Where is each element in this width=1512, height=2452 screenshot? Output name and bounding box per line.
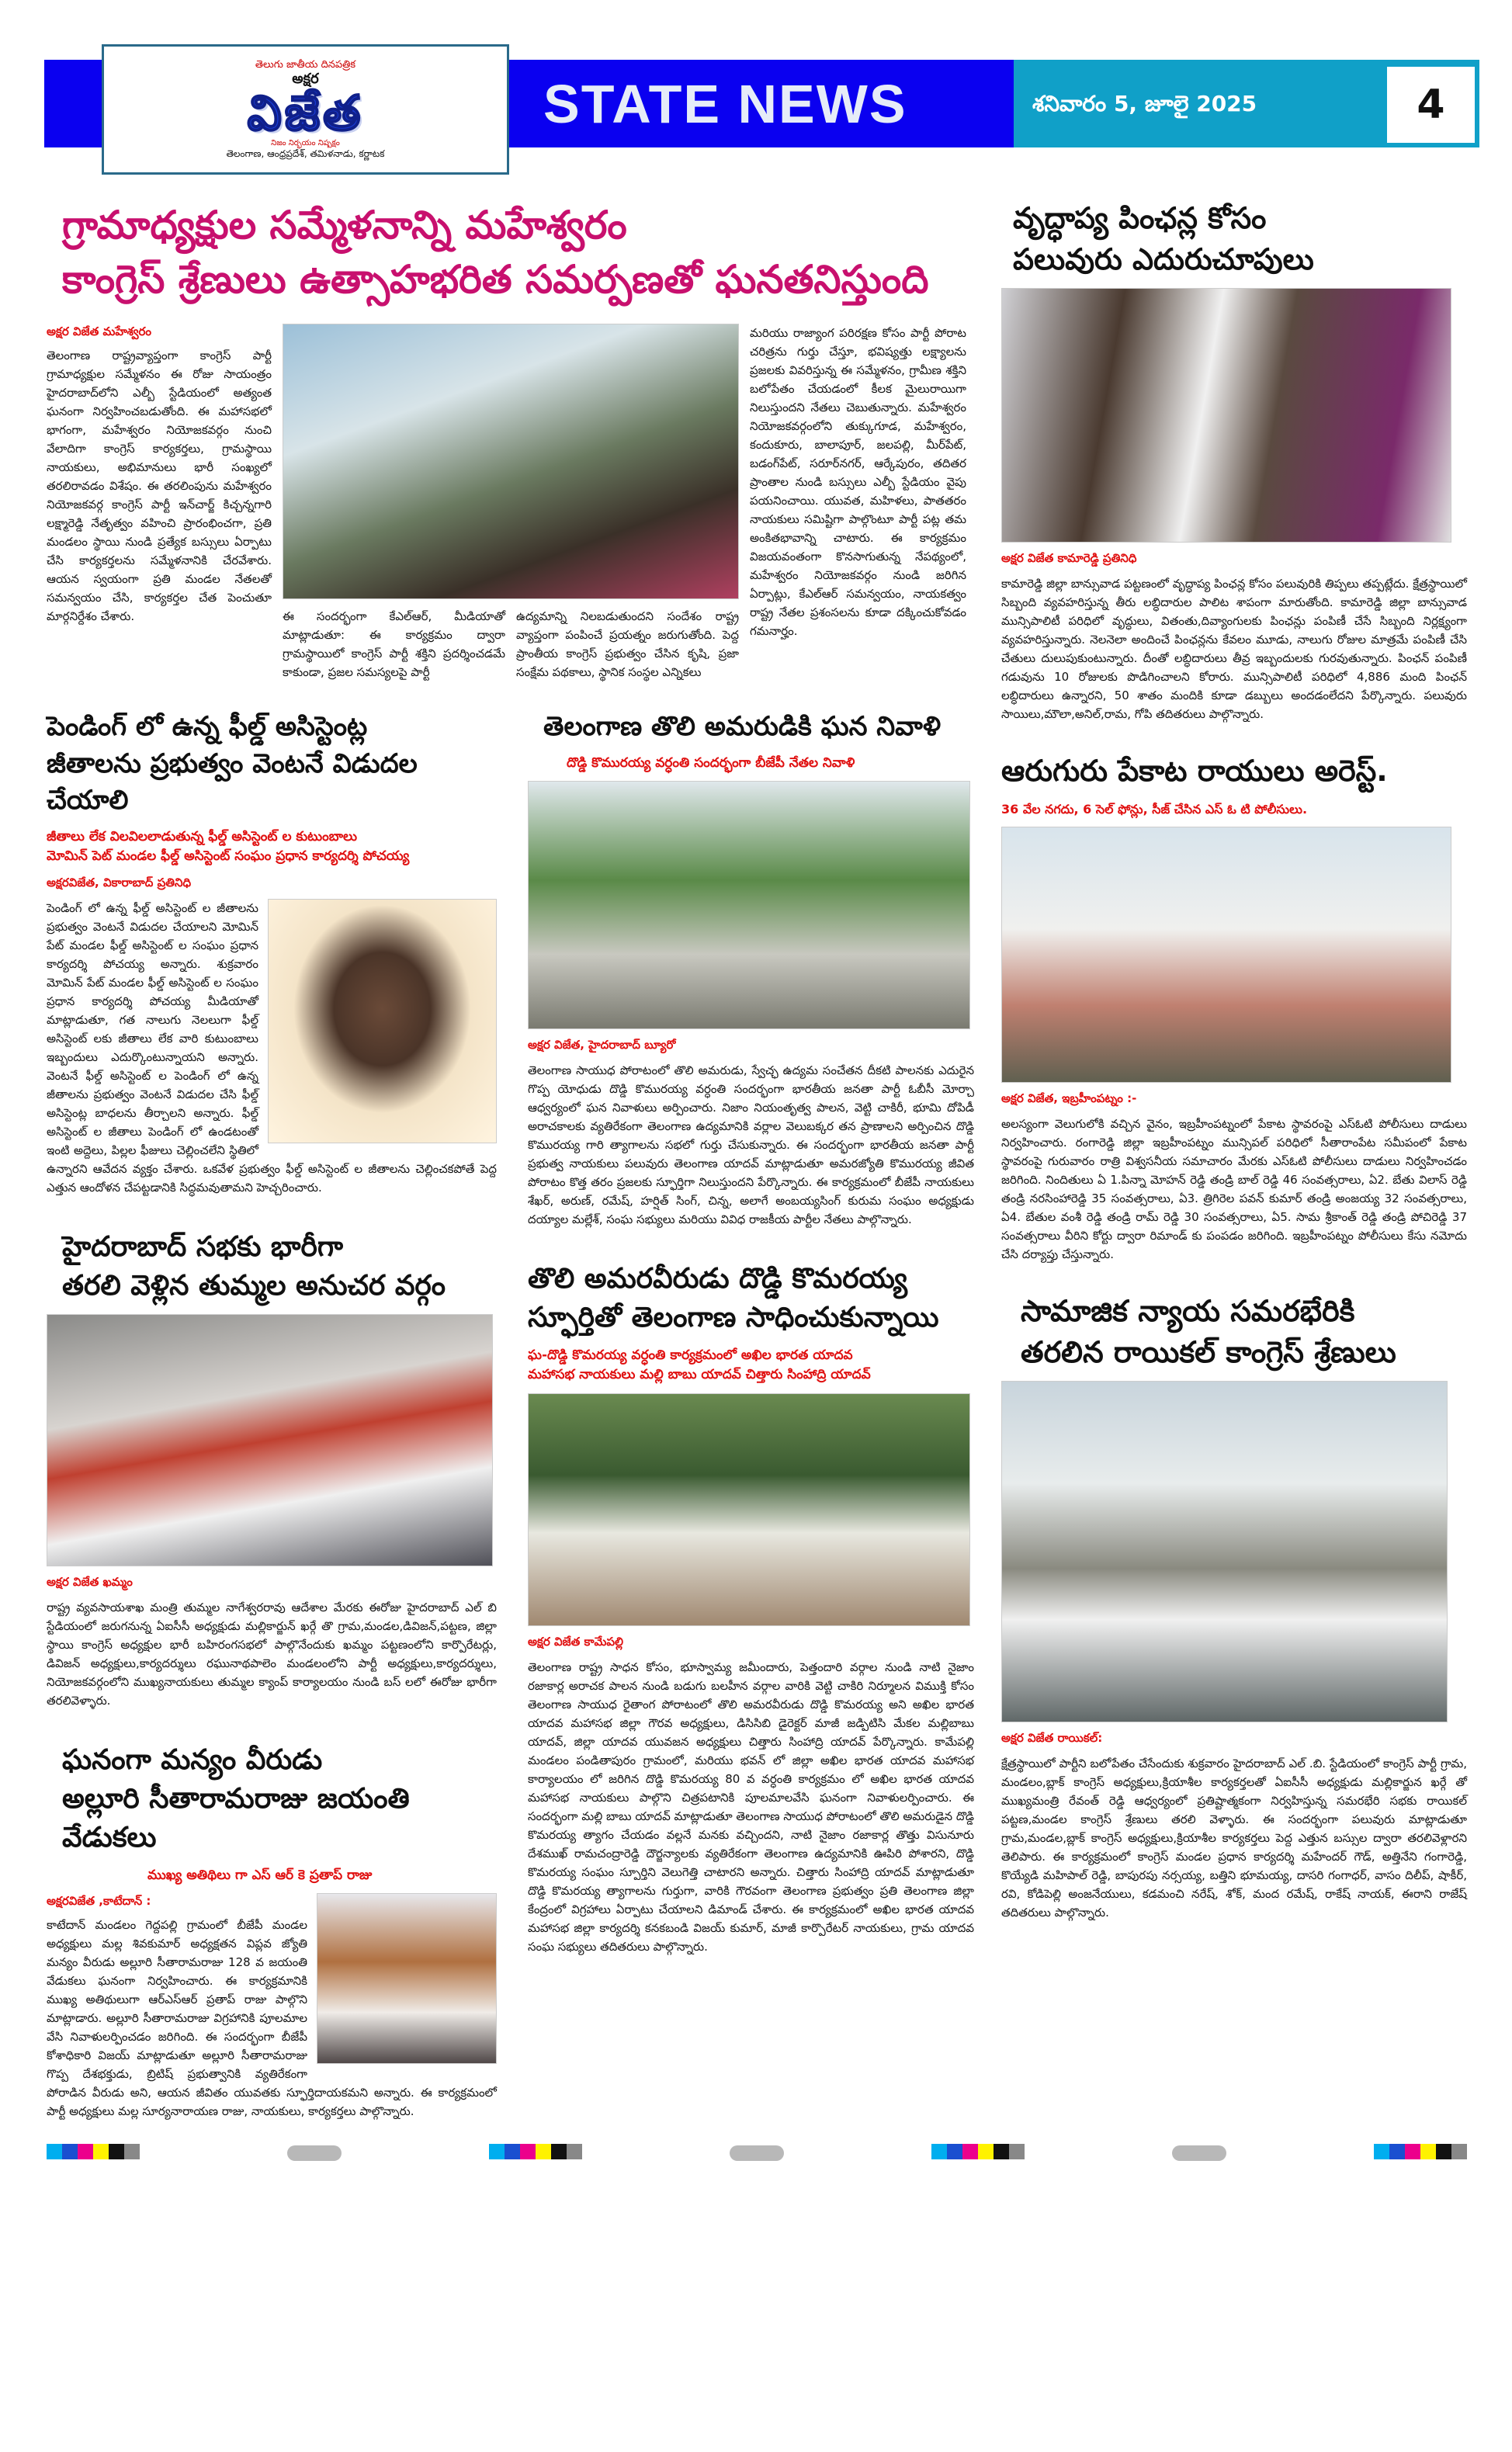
news-photo — [1001, 288, 1451, 543]
article-tummala-followers — [47, 1228, 497, 1710]
article-headline — [47, 198, 974, 307]
headline-line: వృద్ధాప్య పింఛన్ల కోసం — [1013, 201, 1267, 235]
logo-states: తెలంగాణ, ఆంధ్రప్రదేశ్, తమిళనాడు, కర్ణాటక — [226, 147, 385, 159]
article-headline — [528, 1260, 974, 1338]
news-photo — [528, 1393, 970, 1626]
byline: అక్షర విజేత రాయికల్: — [1001, 1730, 1103, 1745]
article-body: తెలంగాణ రాష్ట్ర సాధన కోసం, భూస్వామ్య జమీందారు, పెత్తందారి వర్గాల నుండి నాటి నైజాం రజాకార్ల అరాచక పాలన నుండి బడుగు బలహీన వర్గాల వారికి వెట్టి చాకిరి నిర్మూలన విముక్తి కోసం తెలంగాణ సాయుధ రైతాంగ పోరాటంలో తొలి అమరవీరుడు దొడ్డి కొమరయ్య అని అఖిల భారత యాదవ మహాసభ జిల్లా గౌరవ అధ్యక్షులు, డిసిసిబి డైరెక్టర్ మాజీ జడ్పిటిసి మేకల మల్లిబాబు యాదవ్, జిల్లా యాదవ యువజన అధ్యక్షులు చిత్తారు సింహాద్రి యాదవ్ పేర్కొన్నారు. కామేపల్లి మండలం పండితాపురం గ్రామంలో, మరియు భవన్ లో జిల్లా అఖిల భారత యాదవ మహాసభ కార్యాలయం లో జరిగిన దొడ్డి కొమరయ్య 80 వ వర్ధంతి కార్యక్రమం లో అఖిల భారత యాదవ మహాసభ నాయకులు పాల్గొని చిత్రపటానికి పూలమాలవేసి ఘనంగా నివాళులర్పించారు. ఈ సందర్భంగా మల్లి బాబు యాదవ్ మాట్లాడుతూ తెలంగాణ సాయుధ పోరాటంలో తొలి అమరుడైన దొడ్డి కొమరయ్య త్యాగం చేయడం వల్లనే మనకు వచ్చిందని, నాటి నైజాం రజాకార్ల తొత్తు విసునూరు దేశముఖ్ రామచంద్రారెడ్డి దౌర్జన్యాలకు వ్యతిరేకంగా తెలంగాణ ఉద్యమానికి ఊపిరి పోశారని, దొడ్డి కొమరయ్య సంఘం స్పూర్తిని వెలుగెత్తి చాటారని అన్నారు. చిత్తారు సింహాద్రి యాదవ్ మాట్లాడుతూ దొడ్డి కొమరయ్య త్యాగాలను గుర్తుగా, వారికి గౌరవంగా తెలంగాణ ప్రభుత్వం ప్రతి తెలంగాణ జిల్లా కేంద్రంలో విగ్రహాలు ఏర్పాటు చేయాలని డిమాండ్ చేశారు. ఈ కార్యక్రమంలో అఖిల భారత యాదవ మహాసభ జిల్లా కార్యదర్శి కనకబండి విజయ్ కుమార్, మాజీ కార్పొరేటర్ నాయకులు, గ్రామ యాదవ సంఘ సభ్యులు తదితరులు పాల్గొన్నారు. — [528, 1660, 974, 1954]
headline-line: అల్లూరి సీతారామరాజు జయంతి వేడుకలు — [62, 1782, 410, 1854]
headline-line: హైదరాబాద్ సభకు భారీగా — [62, 1230, 344, 1263]
byline: అక్షర విజేత కామేపల్లి — [528, 1634, 624, 1649]
news-photo — [1001, 827, 1451, 1083]
article-headline: ఆరుగురు పేకాట రాయులు అరెస్ట్. — [1001, 754, 1388, 789]
article-subtitle: ముఖ్య అతిథిలు గా ఎస్ ఆర్ కె ప్రతాప్ రాజు — [147, 1867, 373, 1883]
article-body: ఉద్యమాన్ని నిలబడుతుందని సందేశం రాష్ట్ర వ్యాప్తంగా పంపించే ప్రయత్నం జరుగుతోంది. పెద్ద ప్రాంతీయ కాంగ్రెస్ ప్రభుత్వం చేసిన కృషి, ప్రజా సంక్షేమ పథకాలు, స్థానిక సంస్థల ఎన్నికలు — [516, 609, 739, 679]
news-photo — [1001, 1381, 1448, 1722]
article-body: రాష్ట్ర వ్యవసాయశాఖ మంత్రి తుమ్మల నాగేశ్వరరావు ఆదేశాల మేరకు ఈరోజు హైదరాబాద్ ఎల్ బి స్టేడియంలో జరుగనున్న ఏఐసీసీ అధ్యక్షుడు మల్లికార్జున్ ఖర్గే తొ గ్రామ,మండల,డివిజన్,పట్టణ, జిల్లా స్థాయి కాంగ్రెస్ అధ్యక్షుల భారీ బహిరంగసభలో పాల్గొనేందుకు ఖమ్మం పట్టణంలోని కార్పొరేటర్లు, డివిజన్ అధ్యక్షులు,కార్యదర్శులు రఘునాథపాలెం మండలంలోని పార్టీ అధ్యక్షులు,కార్యదర్శులు, నియోజకవర్గంలోని ముఖ్యనాయకులు తుమ్మల క్యాంప్ కార్యాలయం నుండి బస్ లలో ఈరోజు భారీగా తరలివెళ్ళారు. — [47, 1600, 497, 1708]
logo-motto: నిజం నిర్భయం నిష్పక్షం — [271, 138, 340, 147]
article-column — [47, 324, 272, 681]
registration-oval — [730, 2145, 784, 2161]
color-registration-bar — [489, 2144, 582, 2162]
article-gram-adhyakshula-sammelanam — [47, 198, 974, 681]
byline: అక్షర విజేత, హైదరాబాద్ బ్యూరో — [528, 1038, 676, 1053]
color-registration-bar — [47, 2144, 140, 2162]
article-body: ఈ సందర్భంగా కేఎల్‌ఆర్, మీడియాతో మాట్లాడుతూ: ఈ కార్యక్రమం ద్వారా గ్రామస్థాయిలో కాంగ్రెస్ పార్టీ శక్తిని ప్రదర్శించడమే కాకుండా, ప్రజల సమస్యలపై పార్టీ — [283, 609, 505, 679]
article-pensions — [1001, 198, 1467, 723]
headline-line: పెండింగ్ లో ఉన్న ఫీల్డ్ అసిస్టెంట్ల — [47, 711, 368, 742]
headline-line: ఘనంగా మన్యం వీరుడు — [62, 1743, 323, 1776]
article-subtitle — [47, 827, 497, 867]
article-headline — [47, 1228, 497, 1306]
subtitle-line: మోమిన్ పెట్ మండల ఫీల్డ్ అసిస్టెంట్ సంఘం ప్రధాన కార్యదర్శి పోచయ్య — [47, 848, 410, 865]
newspaper-logo — [102, 44, 509, 175]
byline: అక్షర విజేత కామారెడ్డి ప్రతినిధి — [1001, 551, 1137, 566]
issue-date — [1032, 60, 1374, 147]
article-alluri-jayanthi — [47, 1741, 497, 2121]
article-headline — [47, 1741, 497, 1858]
subtitle-line: మహాసభ నాయకులు మల్లి బాబు యాదవ్ చిత్తారు సింహాద్రి యాదవ్ — [528, 1367, 871, 1383]
byline: అక్షర విజేత మహేశ్వరం — [47, 324, 151, 338]
article-field-assistants — [47, 709, 497, 1197]
registration-oval — [287, 2145, 342, 2161]
byline: అక్షరవిజేత, వికారాబాద్ ప్రతినిధి — [47, 875, 192, 890]
headline-line: జీతాలను ప్రభుత్వం వెంటనే విడుదల చేయాలి — [47, 747, 418, 817]
photo-caption-columns — [283, 607, 739, 681]
article-headline — [47, 709, 497, 820]
headline-line: తరలి వెళ్లిన తుమ్మల అనుచర వర్గం — [62, 1270, 446, 1302]
left-area — [47, 198, 974, 2121]
article-body: తెలంగాణ సాయుధ పోరాటంలో తొలి అమరుడు, స్వేచ్ఛ ఉద్యమ సంచేతన దీకటి పాలనకు ఎదురైన గొప్ప యోధుడు దొడ్డి కొమురయ్య వర్ధంతి సందర్భంగా భారతీయ జనతా పార్టీ ఓబీసీ మోర్చా ఆధ్వర్యంలో ఘన నివాళులు అర్పించారు. నిజాం నియంతృత్వ పాలన, వెట్టి చాకిరీ, భూమి దోపిడీ అరాచకాలకు వ్యతిరేకంగా తెలంగాణ ఉద్యమానికి వర్లాల వెలుబక్కర తన ప్రాణాలని అర్పించిన దొడ్డి కొమురయ్య గారి త్యాగాలను సభలో గుర్తు చేసుకున్నారు. ఈ సందర్భంగా భారతీయ జనతా పార్టీ ప్రభుత్వ నాయకులు పలువురు తెలంగాణ యాదవ్ మాట్లాడుతూ అమరజ్యోతి కొమురయ్య జీవిత పోరాటం కొత్త తరం ప్రజలకు స్ఫూర్తిగా నిలుస్తుందని పేర్కొన్నారు. ఈ కార్యక్రమంలో బీజేపీ నాయకులు శేఖర్, అరుణ్, రమేష్, హర్షిత్ సింగ్, చిన్న, అలాగే అంబయ్యసింగ్ కురుమ సంఘం అధ్యక్షుడు దయ్యాల మల్లేశ్, సంఘ సభ్యులు మరియు వివిధ రాజకీయ పార్టీల నేతలు పాల్గొన్నారు. — [528, 1063, 974, 1227]
article-body: కామారెడ్డి జిల్లా బాన్సువాడ పట్టణంలో వృద్ధాప్య పింఛన్ల కోసం పలువురికి తిప్పలు తప్పట్లేదు. క్షేత్రస్థాయిలో సిబ్బంది వ్యవహరిస్తున్న తీరు లబ్ధిదారుల పాలిట శాపంగా మారుతోంది. కామారెడ్డి జిల్లా బాన్సువాడ మున్సిపాలిటీ పరిధిలో వృద్ధులు, వితంతు,దివ్యాంగులకు పింఛన్లు పంపిణీ చేసే సిబ్బంది నిర్లక్ష్యంగా వ్యవహరిస్తున్నారు. నెలనెలా అందించే పింఛన్లను కేవలం మూడు, నాలుగు రోజుల మాత్రమే పంపిణీ చేసి చేతులు దులుపుకుంటున్నారు. దీంతో లబ్ధిదారులు తీవ్ర ఇబ్బందులకు గురవుతున్నారు. పింఛన్ పంపిణీ గడువును 10 రోజులకు పొడిగించాలని కోరారు. మున్సిపాలిటీ పరిధిలో 4,886 మంది పింఛన్ లబ్ధిదారులు ఉన్నారని, 50 శాతం మందికి కూడా డబ్బులు అందడంలేదని పేర్కొన్నారు. పలువురు సాయిలు,మౌలా,అనిల్,రామ, గోపి తదితరులు పాల్గొన్నారు. — [1001, 577, 1467, 722]
article-komaraiah-tribute — [528, 709, 974, 1229]
article-column — [750, 324, 966, 681]
byline: అక్షర విజేత, ఇబ్రహీంపట్నం :- — [1001, 1091, 1137, 1105]
left-column — [47, 709, 497, 2121]
article-body: అలస్యంగా వెలుగులోకి వచ్చిన వైనం, ఇబ్రహీంపట్నంలో పేకాట స్థావరంపై ఎస్ఓటి పోలీసులు దాడులు నిర్వహించారు. రంగారెడ్డి జిల్లా ఇబ్రహీంపట్నం మున్సిపల్ పరిధిలో సీతారాంపేట సమీపంలో పేకాట స్థావరంపై గురువారం రాత్రి విశ్వసనీయ సమాచారం మేరకు ఎస్ఓటి పోలీసులు దాడులు నిర్వహించడం జరిగింది. నిందితులు ఏ 1.పిన్నా మోహన్ రెడ్డి తండ్రి బాల్ రెడ్డి 46 సంవత్సరాలు, ఏ2. బేతు విలాస్ రెడ్డి తండ్రి నరసింహారెడ్డి 35 సంవత్సరాలు, ఏ3. త్రిగిరెల పవన్ కుమార్ తండ్రి అంజయ్య 32 సంవత్సరాలు, ఏ4. బేతుల వంశీ రెడ్డి తండ్రి రామ్ రెడ్డి 30 సంవత్సరాలు, ఏ5. సామ శ్రీకాంత్ రెడ్డి తండ్రి పోచిరెడ్డి 37 సంవత్సరాలు వీరిని కోర్టు ద్వారా రిమాండ్ కు పంపడం జరిగింది. ఇబ్రహీంపట్నం పోలీసులు కేసు నమోదు చేసి దర్యాప్తు చేస్తున్నారు. — [1001, 1116, 1467, 1261]
page-body — [47, 198, 1467, 2178]
article-raikal-congress — [1001, 1291, 1467, 1922]
byline: అక్షరవిజేత ,కాటేదాన్ : — [47, 1894, 151, 1909]
article-column — [283, 324, 739, 681]
portrait-photo — [268, 899, 497, 1143]
article-headline — [1001, 198, 1467, 280]
subtitle-line: జీతాలు లేక విలవిలలాడుతున్న ఫీల్డ్ అసిస్టెంట్ ల కుటుంబాలు — [47, 828, 357, 845]
article-headline: తెలంగాణ తొలి అమరుడికి ఘన నివాళి — [543, 711, 942, 742]
section-title: STATE NEWS — [543, 74, 907, 134]
article-content — [47, 1893, 497, 2121]
logo-name: విజేత — [247, 84, 364, 141]
article-content — [47, 899, 497, 1197]
registration-oval — [1172, 2145, 1226, 2161]
logo-prefix: అక్షర — [292, 71, 319, 88]
headline-line: సామాజిక న్యాయ సమరభేరికి — [1021, 1293, 1355, 1328]
article-subtitle — [528, 1346, 974, 1386]
article-subtitle: దొడ్డి కొమురయ్య వర్ధంతి సందర్భంగా బీజేపీ నేతల నివాళి — [567, 754, 855, 771]
article-body: తెలంగాణ రాష్ట్రవ్యాప్తంగా కాంగ్రెస్ పార్టీ గ్రామాధ్యక్షుల సమ్మేళనం ఈ రోజు సాయంత్రం హైదరాబాద్‌లోని ఎల్బీ స్టేడియంలో అత్యంత ఘనంగా నిర్వహించబడుతోంది. ఈ మహాసభలో భాగంగా, మహేశ్వరం నియోజకవర్గం నుంచి వేలాదిగా కాంగ్రెస్ కార్యకర్తలు, గ్రామస్థాయి నాయకులు, అభిమానులు భారీ సంఖ్యలో తరలిరావడం విశేషం. ఈ తరలింపును మహేశ్వరం నియోజకవర్గ కాంగ్రెస్ పార్టీ ఇన్‌చార్జ్ కిచ్చన్నగారి లక్ష్మారెడ్డి నేతృత్వం వహించి ప్రారంభించగా, ప్రతి మండలం స్థాయి నుండి ప్రత్యేక బస్సులు ఏర్పాటు చేసి కార్యకర్తలను సమ్మేళనానికి చేరవేశారు. ఆయన స్వయంగా ప్రతి మండల నేతలతో సమన్వయం చేసి, కార్యకర్తల చేత పెంచుతూ మార్గనిర్దేశం చేశారు. — [47, 349, 272, 623]
headline-line: తరలిన రాయికల్ కాంగ్రెస్ శ్రేణులు — [1021, 1334, 1396, 1369]
registration-footer — [47, 2144, 1467, 2178]
article-gambling-arrest — [1001, 751, 1467, 1263]
news-photo — [47, 1314, 493, 1566]
issue-date-text: శనివారం 5, జూలై 2025 — [1032, 90, 1257, 116]
news-photo — [317, 1893, 497, 2064]
article-headline — [1001, 1291, 1467, 1373]
article-komaraiah-inspiration — [528, 1260, 974, 1956]
middle-column — [528, 709, 974, 2121]
page-number: 4 — [1387, 67, 1475, 143]
headline-line: పలువురు ఎదురుచూపులు — [1013, 242, 1314, 277]
color-registration-bar — [931, 2144, 1025, 2162]
article-subtitle: 36 వేల నగదు, 6 సెల్ ఫోన్లు, సీజ్ చేసిన ఎస్ ఓ టి పోలీసులు. — [1001, 801, 1308, 817]
headline-line: స్ఫూర్తితో తెలంగాణ సాధించుకున్నాయి — [528, 1302, 939, 1334]
right-column — [1001, 198, 1467, 2121]
article-body: మరియు రాజ్యాంగ పరిరక్షణ కోసం పార్టీ పోరాట చరిత్రను గుర్తు చేస్తూ, భవిష్యత్తు లక్ష్యాలను ప్రజలకు వివరిస్తున్న ఈ సమ్మేళనం, గ్రామీణ శక్తిని బలోపేతం చేయడంలో కీలక మైలురాయిగా నిలుస్తుందని నేతలు చెబుతున్నారు. మహేశ్వరం నియోజకవర్గంలోని తుక్కుగూడ, మహేశ్వరం, కందుకూరు, బాలాపూర్, జలపల్లి, మీర్‌పేట్, బడంగ్‌పేట్, సరూర్‌నగర్, ఆర్కేపురం, తదితర ప్రాంతాల నుండి బస్సులు ఎల్బీ స్టేడియం వైపు పయనించాయి. యువత, మహిళలు, పాతతరం నాయకులు సమిష్టిగా పాల్గొంటూ పార్టీ పట్ల తమ అంకితభావాన్ని చాటారు. ఈ కార్యక్రమం విజయవంతంగా కొనసాగుతున్న నేపథ్యంలో, మహేశ్వరం నియోజకవర్గం నుండి జరిగిన ఏర్పాట్లు, కేఎల్‌ఆర్ సమన్వయం, నాయకత్వం రాష్ట్ర నేతల ప్రశంసలను కూడా దక్కించుకోవడం గమనార్హం. — [750, 326, 966, 638]
news-photo — [528, 781, 970, 1029]
headline-line: కాంగ్రెస్ శ్రేణులు ఉత్సాహభరిత సమర్పణతో ఘనతనిస్తుంది — [62, 257, 929, 302]
lower-columns — [47, 709, 974, 2121]
byline: అక్షర విజేత ఖమ్మం — [47, 1574, 133, 1589]
news-photo — [283, 324, 739, 599]
subtitle-line: ఘ-దొడ్డి కొమరయ్య వర్ధంతి కార్యక్రమంలో అఖిల భారత యాదవ — [528, 1347, 853, 1363]
article-body: క్షేత్రస్థాయిలో పార్టీని బలోపేతం చేసేందుకు శుక్రవారం హైదరాబాద్ ఎల్ .బి. స్టేడియంలో కాంగ్రెస్ పార్టీ గ్రామ, మండలం,బ్లాక్ కాంగ్రెస్ అధ్యక్షులు,క్రియాశీల కార్యకర్తలతో ఏఐసీసీ అధ్యక్షుడు మల్లికార్జున ఖర్గే తో ముఖ్యమంత్రి రేవంత్ రెడ్డి ఆధ్వర్యంలో ప్రతిష్టాత్మకంగా నిర్వహిస్తున్న సమరభేరి సభకు రాయికల్ పట్టణ,మండల కాంగ్రెస్ శ్రేణులు తరలి వెళ్ళారు. ఈ సందర్భంగా పలువురు మాట్లాడుతూ గ్రామ,మండల,బ్లాక్ కాంగ్రెస్ అధ్యక్షులు,క్రియాశీల కార్యకర్తలు పెద్ద ఎత్తున బస్సుల ద్వారా తరలివెళ్లారని తెలిపారు. ఈ కార్యక్రమంలో కాంగ్రెస్ మండల ప్రధాన కార్యదర్శి మహేందర్ గౌడ్, అత్తినేని గంగారెడ్డి, కొయ్యేడి మహిపాల్ రెడ్డి, బాపురపు నర్సయ్య, బత్తిని భూమయ్య, దాసరి గంగాధర్, వాసం దిలీప్, షాకీర్, రవి, కోడిపెల్లి అంజనేయులు, కడమంచి నరేష్, శోక్, మంద రమేష్, రాకేష్ నాయక్, ఈరాని రాజేష్ తదితరులు పాల్గొన్నారు. — [1001, 1756, 1467, 1920]
logo-tagline: తెలుగు జాతీయ దినపత్రిక — [255, 58, 356, 71]
article-body: పెండింగ్ లో ఉన్న ఫీల్డ్ అసిస్టెంట్ ల జీతాలను ప్రభుత్వం వెంటనే విడుదల చేయాలని మోమిన్ పేట్ మండల ఫీల్డ్ అసిస్టెంట్ ల సంఘం ప్రధాన కార్యదర్శి పోచయ్య అన్నారు. శుక్రవారం మోమిన్ పేట్ మండల ఫీల్డ్ అసిస్టెంట్ ల సంఘం ప్రధాన కార్యదర్శి పోచయ్య మీడియాతో మాట్లాడుతూ, గత నాలుగు నెలలుగా ఫీల్డ్ అసిస్టెంట్ లకు జీతాలు లేక వారి కుటుంబాలు ఇబ్బందులు ఎదుర్కొంటున్నాయని అన్నారు. వెంటనే ఫీల్డ్ అసిస్టెంట్ ల పెండింగ్ లో ఉన్న జీతాలను ప్రభుత్వం వెంటనే విడుదల చేసి ఫీల్డ్ అసిస్టెంట్ల బాధలను తీర్చాలని అన్నారు. ఫీల్డ్ అసిస్టెంట్ ల జీతాలు పెండింగ్ లో ఉండటంతో ఇంటి అద్దెలు, పిల్లల ఫీజులు చెల్లించలేని స్థితిలో ఉన్నారని ఆవేదన వ్యక్తం చేశారు. ఒకవేళ ప్రభుత్వం ఫీల్డ్ అసిస్టెంట్ ల జీతాలను చెల్లించకపోతే పెద్ద ఎత్తున ఆందోళన చేపట్టడానికి సిద్ధమవుతామని హెచ్చరించారు. — [47, 900, 497, 1195]
headline-line: తొలి అమరవీరుడు దొడ్డి కొమరయ్య — [528, 1263, 907, 1295]
headline-line: గ్రామాధ్యక్షుల సమ్మేళనాన్ని మహేశ్వరం — [62, 203, 627, 248]
article-body: కాటేదాన్ మండలం గెద్దపల్లి గ్రామంలో బీజేపీ మండల అధ్యక్షులు మల్ల శివకుమార్ అధ్యక్షతన విప్లవ జ్యోతి మన్యం వీరుడు అల్లూరి సీతారామరాజు 128 వ జయంతి వేడుకలు ఘనంగా నిర్వహించారు. ఈ కార్యక్రమానికి ముఖ్య అతిథులుగా ఆర్ఎస్ఆర్ ప్రతాప్ రాజు పాల్గొని మాట్లాడారు. అల్లూరి సీతారామరాజు విగ్రహానికి పూలమాల వేసి నివాళులర్పించడం జరిగింది. ఈ సందర్భంగా బీజేపీ కోశాధికారి విజయ్ మాట్లాడుతూ అల్లూరి సీతారామరాజు గొప్ప దేశభక్తుడు, బ్రిటిష్ ప్రభుత్వానికి వ్యతిరేకంగా పోరాడిన వీరుడు అని, ఆయన జీవితం యువతకు స్ఫూర్తిదాయకమని అన్నారు. ఈ కార్యక్రమంలో పార్టీ అధ్యక్షులు మల్ల సూర్యనారాయణ రాజు, నాయకులు, కార్యకర్తలు పాల్గొన్నారు. — [47, 1918, 497, 2119]
color-registration-bar — [1374, 2144, 1467, 2162]
article-columns — [47, 324, 974, 681]
